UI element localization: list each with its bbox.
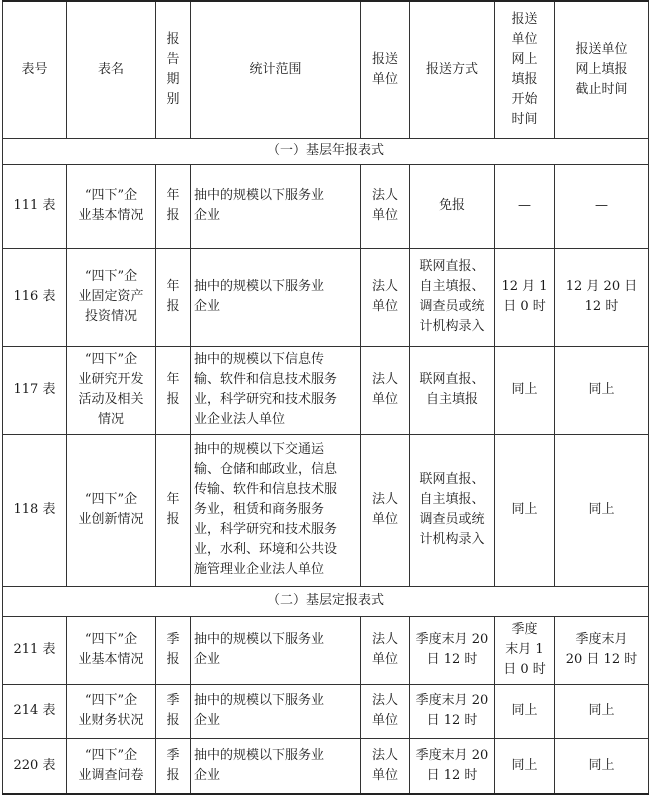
table-row [3,248,649,346]
row-period: 季 报 [156,616,191,684]
table-row [3,434,649,586]
row-name: “四下”企 业固定资产 投资情况 [67,248,156,346]
section-title: （二）基层定报表式 [3,586,649,616]
row-start: 同上 [495,346,555,434]
row-end: 同上 [555,684,649,738]
header-start-time: 报送 单位 网上 填报 开始 时间 [495,1,555,138]
row-scope: 抽中的规模以下服务业 企业 [191,738,361,794]
row-method: 季度末月 20 日 12 时 [410,738,495,794]
row-code: 211 表 [3,616,67,684]
row-unit: 法人 单位 [361,616,410,684]
header-code: 表号 [3,1,67,138]
row-code: 214 表 [3,684,67,738]
row-start: — [495,164,555,248]
row-code: 116 表 [3,248,67,346]
row-method: 联网直报、 自主填报 [410,346,495,434]
row-method: 免报 [410,164,495,248]
row-end: 12 月 20 日 12 时 [555,248,649,346]
row-end: 季度末月 20 日 12 时 [555,616,649,684]
row-start: 12 月 1 日 0 时 [495,248,555,346]
header-unit: 报送 单位 [361,1,410,138]
row-end: 同上 [555,346,649,434]
header-scope: 统计范围 [191,1,361,138]
row-method: 联网直报、 自主填报、 调查员或统 计机构录入 [410,434,495,586]
row-start: 同上 [495,738,555,794]
row-name: “四下”企 业财务状况 [67,684,156,738]
row-scope: 抽中的规模以下服务业 企业 [191,616,361,684]
row-end: — [555,164,649,248]
table-row [3,616,649,684]
row-name: “四下”企 业基本情况 [67,164,156,248]
row-name: “四下”企 业创新情况 [67,434,156,586]
row-end: 同上 [555,434,649,586]
report-schedule-table [2,0,649,795]
header-name: 表名 [67,1,156,138]
row-name: “四下”企 业基本情况 [67,616,156,684]
header-row [3,1,649,138]
row-scope: 抽中的规模以下信息传 输、软件和信息技术服务 业，科学研究和技术服务 业企业法人单位 [191,346,361,434]
row-method: 季度末月 20 日 12 时 [410,616,495,684]
row-period: 年 报 [156,248,191,346]
row-period: 季 报 [156,684,191,738]
table-row [3,738,649,794]
row-period: 年 报 [156,346,191,434]
header-period: 报 告 期 别 [156,1,191,138]
row-unit: 法人 单位 [361,164,410,248]
row-unit: 法人 单位 [361,248,410,346]
row-unit: 法人 单位 [361,346,410,434]
row-name: “四下”企 业调查问卷 [67,738,156,794]
row-period: 年 报 [156,164,191,248]
row-unit: 法人 单位 [361,684,410,738]
row-method: 季度末月 20 日 12 时 [410,684,495,738]
table-row [3,164,649,248]
row-end: 同上 [555,738,649,794]
row-code: 220 表 [3,738,67,794]
header-end-time: 报送单位 网上填报 截止时间 [555,1,649,138]
row-unit: 法人 单位 [361,738,410,794]
row-period: 年 报 [156,434,191,586]
section-title: （一）基层年报表式 [3,138,649,164]
row-code: 118 表 [3,434,67,586]
row-start: 同上 [495,434,555,586]
row-scope: 抽中的规模以下服务业 企业 [191,684,361,738]
row-period: 季 报 [156,738,191,794]
row-unit: 法人 单位 [361,434,410,586]
row-name: “四下”企 业研究开发 活动及相关 情况 [67,346,156,434]
row-code: 111 表 [3,164,67,248]
section-row [3,138,649,164]
table-row [3,346,649,434]
row-scope: 抽中的规模以下服务业 企业 [191,248,361,346]
row-scope: 抽中的规模以下服务业 企业 [191,164,361,248]
row-start: 同上 [495,684,555,738]
row-scope: 抽中的规模以下交通运 输、仓储和邮政业，信息 传输、软件和信息技术服 务业，租赁和商务服务 业，科学研究和技术服务 业，水利、环境和公共设 施管理业企业法人单位 [191,434,361,586]
table-row [3,684,649,738]
section-row [3,586,649,616]
header-method: 报送方式 [410,1,495,138]
row-start: 季度 末月 1 日 0 时 [495,616,555,684]
row-code: 117 表 [3,346,67,434]
row-method: 联网直报、 自主填报、 调查员或统 计机构录入 [410,248,495,346]
